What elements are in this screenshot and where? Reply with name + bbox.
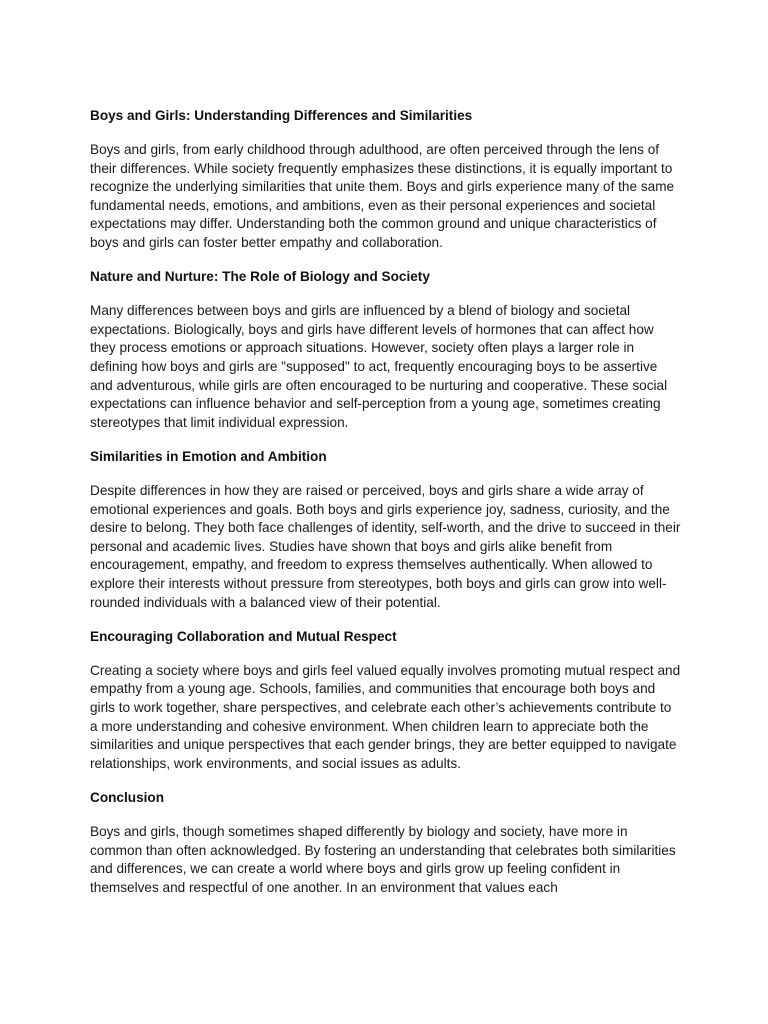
section-heading-nature-nurture: Nature and Nurture: The Role of Biology and Society [90,269,430,285]
section-heading-collaboration: Encouraging Collaboration and Mutual Respect [90,628,397,644]
section-heading-similarities: Similarities in Emotion and Ambition [90,448,327,464]
section-body-collaboration: Creating a society where boys and girls feel valued equally involves promoting mutual respect and empathy from a young age. Schools, families, and communities that encourage both boys and girls to work together, share perspectives, and celebrate each other’s achievements contribute to a more understanding and cohesive environment. When children learn to appreciate both the similarities and unique perspectives that each gender brings, they are better equipped to navigate relationships, work environments, and social issues as adults. [90,662,681,771]
section-body-similarities: Despite differences in how they are raised or perceived, boys and girls share a wide array of emotional experiences and goals. Both boys and girls experience joy, sadness, curiosity, and the desire to belong. They both face challenges of identity, self-worth, and the drive to succeed in their personal and academic lives. Studies have shown that boys and girls alike benefit from encouragement, empathy, and freedom to express themselves authentically. When allowed to explore their interests without pressure from stereotypes, both boys and girls can grow into well-rounded individuals with a balanced view of their potential. [90,483,681,610]
section-body-nature-nurture: Many differences between boys and girls are influenced by a blend of biology and societal expectations. Biologically, boys and girls have different levels of hormones that can affect how they process emotions or approach situations. However, society often plays a larger role in defining how boys and girls are "supposed" to act, frequently encouraging boys to be assertive and adventurous, while girls are often encouraged to be nurturing and cooperative. These social expectations can influence behavior and self-perception from a young age, sometimes creating stereotypes that limit individual expression. [90,303,668,430]
section-body-conclusion: Boys and girls, though sometimes shaped differently by biology and society, have more in common than often acknowledged. By fostering an understanding that celebrates both similarities and differences, we can create a world where boys and girls grow up feeling confident in themselves and respectful of one another. In an environment that values each [90,823,676,895]
document-body [90,107,682,897]
section-heading-conclusion: Conclusion [90,789,165,805]
intro-paragraph: Boys and girls, from early childhood through adulthood, are often perceived through the lens of their differences. While society frequently emphasizes these distinctions, it is equally important to recognize the underlying similarities that unite them. Boys and girls experience many of the same fundamental needs, emotions, and ambitions, even as their personal experiences and societal expectations may differ. Understanding both the common ground and unique characteristics of boys and girls can foster better empathy and collaboration. [90,142,675,251]
document-title: Boys and Girls: Understanding Differences and Similarities [90,108,473,123]
